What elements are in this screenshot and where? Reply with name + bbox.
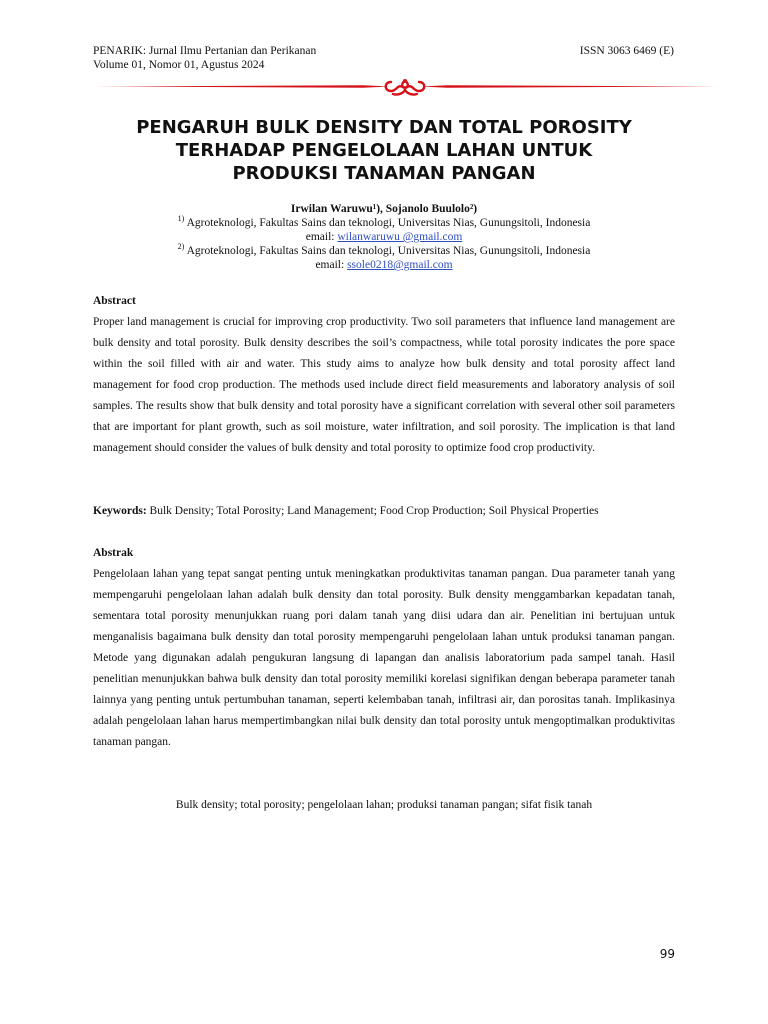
author-names: Irwilan Waruwu¹), Sojanolo Buulolo²) [290,203,478,215]
email-line-1 [60,230,708,244]
issn: ISSN 3063 6469 (E) [579,45,674,57]
title-line: PRODUKSI TANAMAN PANGAN [232,163,536,184]
email-link-2[interactable]: ssole0218@gmail.com [347,259,453,271]
journal-volume: Volume 01, Nomor 01, Agustus 2024 [93,59,265,71]
kata-kunci-line: Bulk density; total porosity; pengelolaan lahan; produksi tanaman pangan; sifat fisik tanah [175,799,593,811]
abstrak-heading: Abstrak [93,547,134,559]
author-block [60,202,708,272]
abstrak-section [93,543,675,753]
abstract-text: Proper land management is crucial for improving crop productivity. Two soil parameters that influence land management are bulk density and total porosity. Bulk density describes the soil’s compactness, while total porosity indicates the pore space within the soil filled with air and water. This study aims to analyze how bulk density and total porosity affect land management for food crop production. The methods used include direct field measurements and laboratory analysis of soil samples. The results show that bulk density and total porosity have a significant correlation with several other soil parameters that are important for plant growth, such as soil moisture, water infiltration, and soil porosity. The implication is that land management should consider the values of bulk density and total porosity to optimize food crop productivity. [93,316,675,454]
journal-header [93,44,316,72]
email-link-1[interactable]: wilanwaruwu @gmail.com [337,231,463,243]
paper-title [60,116,708,185]
keywords-label: Keywords: [93,505,147,517]
keywords-text: Bulk Density; Total Porosity; Land Management; Food Crop Production; Soil Physical Properties [146,505,599,517]
title-line: PENGARUH BULK DENSITY DAN TOTAL POROSITY [136,117,632,138]
affiliation-2 [60,244,708,258]
email-label: email: [305,231,338,243]
abstract-section [93,291,675,459]
affiliation-1 [60,216,708,230]
abstract-heading: Abstract [93,295,136,307]
affiliation-text: Agroteknologi, Fakultas Sains dan teknologi, Universitas Nias, Gunungsitoli, Indonesia [184,245,591,257]
affiliation-text: Agroteknologi, Fakultas Sains dan teknologi, Universitas Nias, Gunungsitoli, Indonesia [184,217,591,229]
page-number: 99 [659,947,675,961]
header-divider-ornament [93,78,717,98]
journal-name: PENARIK: Jurnal Ilmu Pertanian dan Perikanan [93,45,317,57]
affiliation-marker: 2) [177,242,185,252]
abstrak-text: Pengelolaan lahan yang tepat sangat penting untuk meningkatkan produktivitas tanaman pangan. Dua parameter tanah yang mempengaruhi pengelolaan lahan adalah bulk density dan total porosity. Bulk density menggambarkan kepadatan tanah, sementara total porosity menunjukkan ruang pori dalam tanah yang diisi udara dan air. Penelitian ini bertujuan untuk menganalisis bagaimana bulk density dan total porosity mempengaruhi pengelolaan lahan untuk produksi tanaman pangan. Metode yang digunakan adalah pengukuran langsung di lapangan dan analisis laboratorium pada sampel tanah. Hasil penelitian menunjukkan bahwa bulk density dan total porosity memiliki korelasi signifikan dengan beberapa parameter tanah lainnya yang penting untuk pertumbuhan tanaman, seperti kelembaban tanah, infiltrasi air, dan porositas tanah. Implikasinya adalah pengelolaan lahan harus mempertimbangkan nilai bulk density dan total porosity untuk mengoptimalkan produktivitas tanaman pangan. [93,568,675,748]
email-label: email: [315,259,348,271]
keywords-line [93,501,675,522]
email-line-2 [60,258,708,272]
title-line: TERHADAP PENGELOLAAN LAHAN UNTUK [175,140,593,161]
affiliation-marker: 1) [177,214,185,224]
